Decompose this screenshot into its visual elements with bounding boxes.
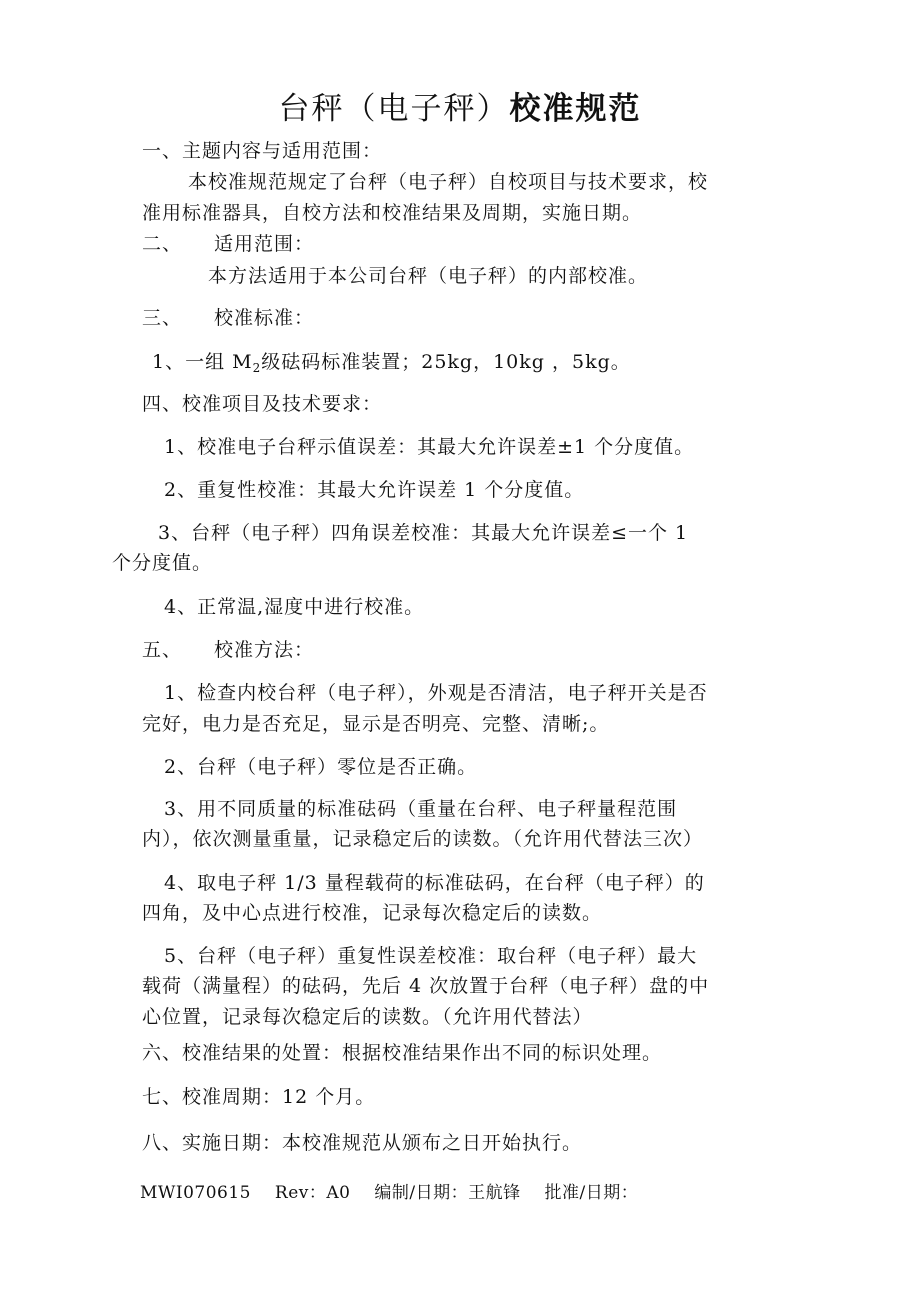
section-4-item-3-line-1: 3、台秤（电子秤）四角误差校准：其最大允许误差≤一个 1 bbox=[158, 522, 689, 544]
section-3-item-part-a: 1、一组 M bbox=[152, 351, 253, 373]
section-2-label: 适用范围： bbox=[214, 233, 315, 255]
section-4-item-3-line-2: 个分度值。 bbox=[112, 552, 213, 574]
section-4-item-2: 2、重复性校准：其最大允许误差 1 个分度值。 bbox=[164, 479, 585, 501]
section-2-body: 本方法适用于本公司台秤（电子秤）的内部校准。 bbox=[208, 265, 649, 287]
section-5-item-5-line-1: 5、台秤（电子秤）重复性误差校准：取台秤（电子秤）最大 bbox=[164, 945, 698, 967]
section-5-heading bbox=[142, 637, 314, 663]
section-8: 八、实施日期：本校准规范从颁布之日开始执行。 bbox=[142, 1132, 583, 1154]
footer-revision: Rev：A0 bbox=[274, 1183, 351, 1203]
page-title bbox=[0, 88, 920, 130]
section-1-body-line-2: 准用标准器具，自校方法和校准结果及周期，实施日期。 bbox=[142, 202, 643, 224]
section-2-heading bbox=[142, 231, 314, 257]
section-4-item-1: 1、校准电子台秤示值误差：其最大允许误差±1 个分度值。 bbox=[164, 436, 695, 458]
section-5-item-5-line-3: 心位置，记录每次稳定后的读数。（允许用代替法） bbox=[142, 1006, 593, 1028]
section-5-item-4-line-2: 四角，及中心点进行校准，记录每次稳定后的读数。 bbox=[142, 902, 603, 924]
footer-doc-number: MWI070615 bbox=[140, 1183, 251, 1203]
section-3-item-part-b: 级砝码标准装置；25kg，10kg ，5kg。 bbox=[261, 351, 631, 373]
section-4-item-4: 4、正常温,湿度中进行校准。 bbox=[164, 596, 425, 618]
section-1-heading: 一、主题内容与适用范围： bbox=[142, 140, 383, 162]
title-bold: 校准规范 bbox=[509, 91, 642, 127]
footer-compiled-by: 编制/日期：王航锋 bbox=[374, 1183, 521, 1203]
title-normal: 台秤（电子秤） bbox=[278, 91, 510, 127]
section-3-item-subscript: 2 bbox=[252, 361, 262, 375]
footer-approved-by: 批准/日期： bbox=[544, 1183, 639, 1203]
document-footer bbox=[140, 1181, 656, 1205]
section-5-item-3-line-2: 内），依次测量重量，记录稳定后的读数。（允许用代替法三次） bbox=[142, 828, 704, 850]
section-5-item-1-line-1: 1、检查内校台秤（电子秤），外观是否清洁，电子秤开关是否 bbox=[164, 682, 708, 704]
section-5-number: 五、 bbox=[142, 639, 183, 661]
section-5-item-5-line-2: 载荷（满量程）的砝码，先后 4 次放置于台秤（电子秤）盘的中 bbox=[142, 975, 710, 997]
section-7: 七、校准周期：12 个月。 bbox=[142, 1086, 376, 1108]
section-2-number: 二、 bbox=[142, 233, 183, 255]
section-5-item-2: 2、台秤（电子秤）零位是否正确。 bbox=[164, 756, 478, 778]
section-3-heading bbox=[142, 305, 314, 331]
section-5-label: 校准方法： bbox=[214, 639, 315, 661]
section-3-number: 三、 bbox=[142, 307, 183, 329]
section-5-item-1-line-2: 完好，电力是否充足，显示是否明亮、完整、清晰;。 bbox=[142, 713, 610, 735]
section-4-heading: 四、校准项目及技术要求： bbox=[142, 393, 383, 415]
section-5-item-4-line-1: 4、取电子秤 1/3 量程载荷的标准砝码，在台秤（电子秤）的 bbox=[164, 872, 705, 894]
section-3-label: 校准标准： bbox=[214, 307, 315, 329]
section-1-body-line-1: 本校准规范规定了台秤（电子秤）自校项目与技术要求，校 bbox=[188, 171, 709, 193]
section-6: 六、校准结果的处置：根据校准结果作出不同的标识处理。 bbox=[142, 1042, 663, 1064]
section-3-item bbox=[152, 349, 631, 375]
section-5-item-3-line-1: 3、用不同质量的标准砝码（重量在台秤、电子秤量程范围 bbox=[164, 798, 678, 820]
